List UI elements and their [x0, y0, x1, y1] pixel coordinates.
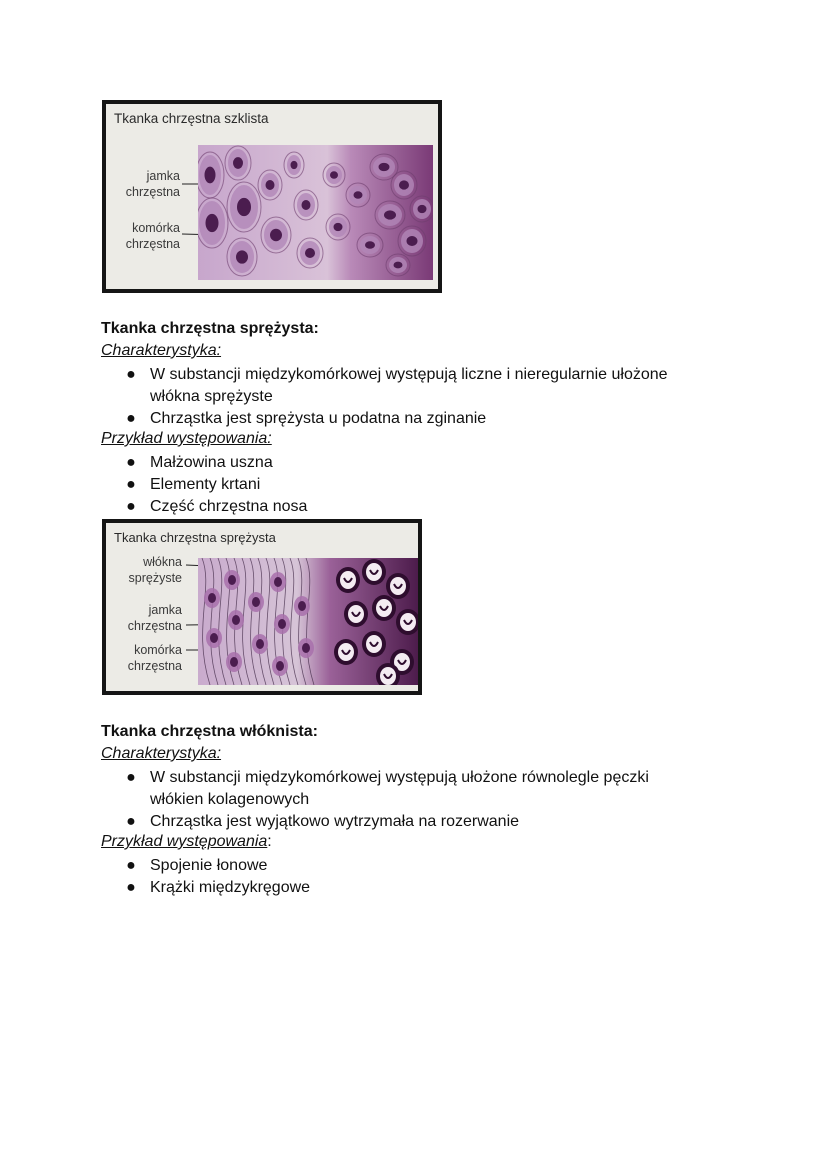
- label-chondrocyte: komórka chrzęstna: [125, 221, 180, 251]
- label-lacuna: jamka chrzęstna: [125, 169, 180, 199]
- hyaline-micrograph: [198, 145, 433, 280]
- fibrous-characteristics-heading: Charakterystyka:: [101, 745, 222, 762]
- list-item-text: Małżowina uszna: [150, 454, 273, 471]
- bullet-icon: ●: [126, 366, 136, 383]
- elastic-micrograph: [198, 558, 418, 685]
- fibrous-examples-heading-colon: :: [267, 833, 272, 850]
- figure-title: Tkanka chrzęstna szklista: [114, 111, 269, 126]
- bullet-icon: ●: [126, 857, 136, 874]
- bullet-icon: ●: [126, 769, 136, 786]
- fibrous-examples-heading-text: Przykład występowania: [101, 833, 268, 850]
- bullet-icon: ●: [126, 454, 136, 471]
- bullet-icon: ●: [126, 498, 136, 515]
- list-item-text: Chrząstka jest sprężysta u podatna na zginanie: [150, 410, 487, 427]
- list-item-text: Część chrzęstna nosa: [150, 498, 308, 515]
- list-item-text: W substancji międzykomórkowej występują ułożone równolegle pęczki włókien kolagenowych: [150, 769, 649, 808]
- hyaline-cartilage-figure: [102, 100, 442, 293]
- elastic-characteristics-heading: Charakterystyka:: [101, 342, 222, 359]
- bullet-icon: ●: [126, 813, 136, 830]
- bullet-icon: ●: [126, 879, 136, 896]
- label-lacuna: jamka chrzęstna: [127, 603, 182, 633]
- fibrous-examples-heading: [101, 833, 272, 851]
- elastic-heading: Tkanka chrzęstna sprężysta:: [101, 320, 319, 337]
- list-item-text: Krążki międzykręgowe: [150, 879, 311, 896]
- list-item-text: W substancji międzykomórkowej występują liczne i nieregularnie ułożone włókna sprężyste: [150, 366, 668, 405]
- bullet-icon: ●: [126, 410, 136, 427]
- list-item-text: Chrząstka jest wyjątkowo wytrzymała na rozerwanie: [150, 813, 520, 830]
- label-chondrocyte: komórka chrzęstna: [127, 643, 182, 673]
- elastic-cartilage-figure: [102, 519, 422, 695]
- fibrous-heading: Tkanka chrzęstna włóknista:: [101, 723, 318, 740]
- figure-title: Tkanka chrzęstna sprężysta: [114, 530, 276, 545]
- list-item-text: Elementy krtani: [150, 476, 261, 493]
- elastic-examples-heading: Przykład występowania:: [101, 430, 272, 447]
- label-elastic-fibers: włókna sprężyste: [128, 555, 182, 585]
- list-item-text: Spojenie łonowe: [150, 857, 268, 874]
- bullet-icon: ●: [126, 476, 136, 493]
